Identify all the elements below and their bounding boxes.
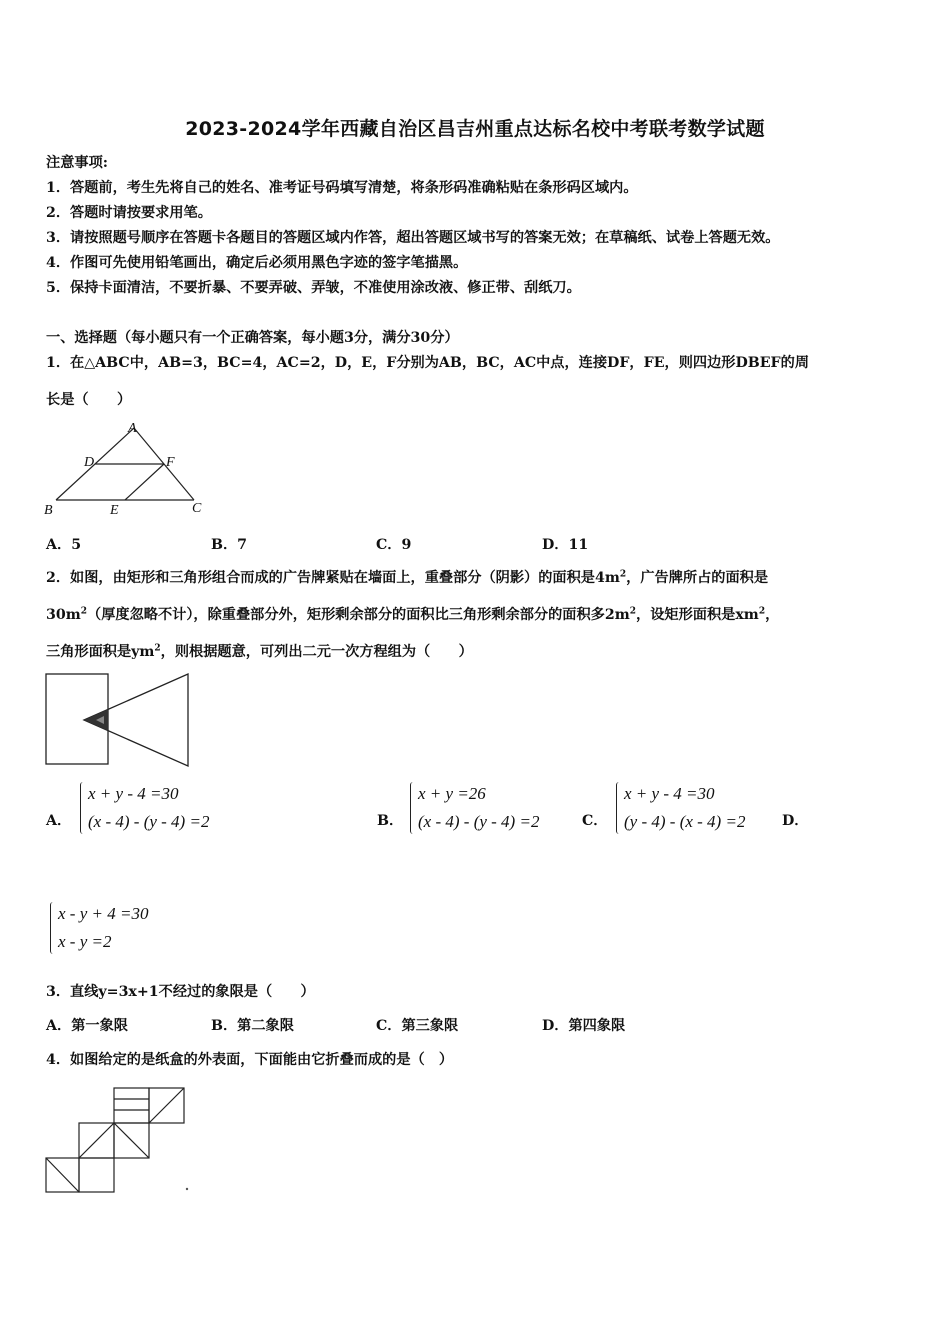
q2-option-b-label[interactable]: B． bbox=[377, 813, 404, 829]
notice-item: 1．答题前，考生先将自己的姓名、准考证号码填写清楚，将条形码准确粘贴在条形码区域内。 bbox=[46, 180, 638, 196]
notice-heading: 注意事项: bbox=[46, 155, 108, 171]
q1-stem-line2: 长是（ ） bbox=[46, 392, 132, 408]
q2-option-c-label[interactable]: C． bbox=[582, 813, 608, 829]
q2-stem-line2: $30m^2$（厚度忽略不计），除重叠部分外，矩形剩余部分的面积比三角形剩余部分的面积多$2m^2$，设矩形面积是$xm^2$， bbox=[46, 606, 780, 623]
q2-option-a-label[interactable]: A． bbox=[46, 813, 72, 829]
q3-option-d[interactable]: D．第四象限 bbox=[542, 1018, 626, 1034]
q2-option-a-system[interactable]: x + y - 4 =30 (x - 4) - (y - 4) =2 bbox=[80, 780, 209, 836]
q3-option-c[interactable]: C．第三象限 bbox=[376, 1018, 459, 1034]
q1-stem-line1: 1．在△ABC中，AB=3，BC=4，AC=2，D，E，F分别为AB，BC，AC中点，连接DF，FE，则四边形DBEF的周 bbox=[46, 355, 810, 371]
label-c: C bbox=[192, 501, 202, 516]
q1-option-c[interactable]: C．9 bbox=[376, 537, 412, 553]
q2-option-b-system[interactable]: x + y =26 (x - 4) - (y - 4) =2 bbox=[410, 780, 539, 836]
q3-option-a[interactable]: A．第一象限 bbox=[46, 1018, 128, 1034]
label-d: D bbox=[84, 455, 95, 470]
q2-stem-line1: 2．如图，由矩形和三角形组合而成的广告牌紧贴在墙面上，重叠部分（阴影）的面积是$4m^2$，广告牌所占的面积是 bbox=[46, 569, 769, 586]
notice-item: 4．作图可先使用铅笔画出，确定后必须用黑色字迹的签字笔描黑。 bbox=[46, 255, 468, 271]
q1-option-d[interactable]: D．11 bbox=[542, 537, 589, 553]
page-title: 2023-2024学年西藏自治区昌吉州重点达标名校中考联考数学试题 bbox=[185, 118, 765, 140]
notice-item: 2．答题时请按要求用笔。 bbox=[46, 205, 212, 221]
label-f: F bbox=[166, 455, 175, 470]
net-face bbox=[79, 1158, 114, 1192]
label-b: B bbox=[44, 503, 53, 518]
label-e: E bbox=[110, 503, 119, 518]
q2-option-c-system[interactable]: x + y - 4 =30 (y - 4) - (x - 4) =2 bbox=[616, 780, 745, 836]
q1-triangle-figure bbox=[40, 418, 210, 520]
label-a: A bbox=[128, 421, 137, 436]
q2-option-d-label[interactable]: D． bbox=[782, 813, 809, 829]
q3-option-b[interactable]: B．第二象限 bbox=[211, 1018, 294, 1034]
q2-option-d-system[interactable]: x - y + 4 =30 x - y =2 bbox=[50, 900, 148, 956]
q2-stem-line3: 三角形面积是$ym^2$，则根据题意，可列出二元一次方程组为（ ） bbox=[46, 643, 473, 660]
notice-item: 5．保持卡面清洁，不要折暴、不要弄破、弄皱，不准使用涂改液、修正带、刮纸刀。 bbox=[46, 280, 581, 296]
q1-option-b[interactable]: B．7 bbox=[211, 537, 248, 553]
q2-billboard-figure bbox=[44, 670, 194, 768]
section-heading: 一、选择题（每小题只有一个正确答案，每小题3分，满分30分） bbox=[46, 330, 459, 346]
segment-fe bbox=[125, 464, 164, 500]
q1-option-a[interactable]: A．5 bbox=[46, 537, 82, 553]
notice-item: 3．请按照题号顺序在答题卡各题目的答题区域内作答，超出答题区域书写的答案无效；在草稿纸、试卷上答题无效。 bbox=[46, 230, 780, 246]
q4-stem: 4．如图给定的是纸盒的外表面，下面能由它折叠而成的是（ ） bbox=[46, 1052, 454, 1068]
q3-stem: 3．直线y=3x+1不经过的象限是（ ） bbox=[46, 984, 315, 1000]
q4-box-net-figure bbox=[44, 1086, 194, 1198]
net-face bbox=[114, 1088, 149, 1123]
